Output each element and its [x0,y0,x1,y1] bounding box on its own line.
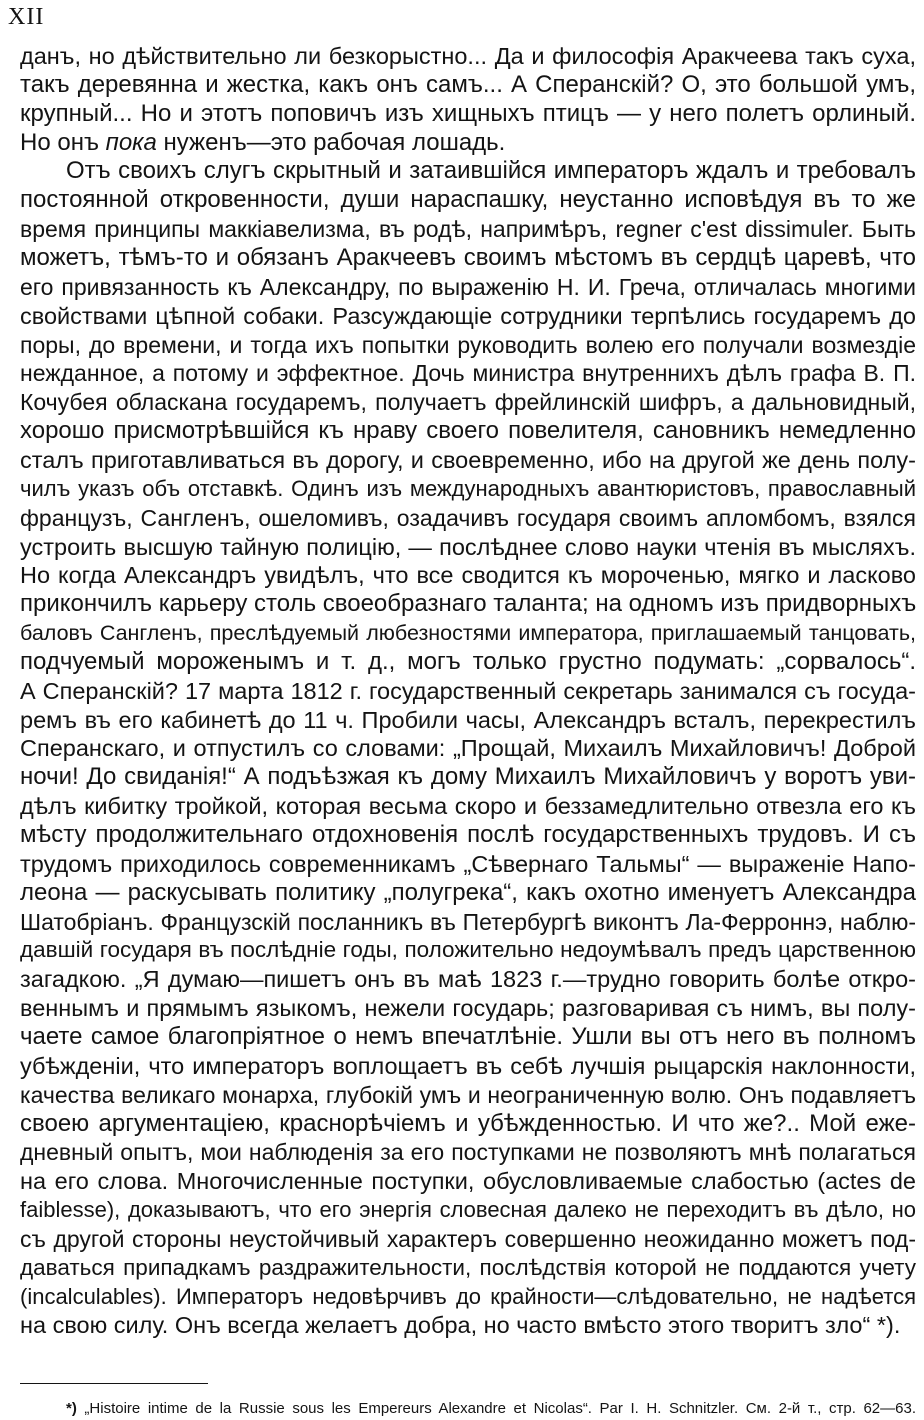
text-line [20,992,916,1024]
text-segment: Но онъ [20,128,106,156]
text-line [20,819,916,851]
text-line [20,1079,916,1111]
text-line [20,1194,916,1226]
text-segment: нуженъ—это рабочая лошадь. [156,128,506,156]
text-line [20,1136,916,1168]
text-segment: ремъ въ его кабинетѣ до 11 ч. Пробили часы, Александръ всталъ, перекрестилъ [20,706,916,733]
text-line [20,1252,916,1284]
text-segment: веннымъ и прямымъ языкомъ, нежели государь; разговаривая съ нимъ, вы полу- [20,995,916,1022]
text-segment: такъ деревянна и жестка, какъ онъ самъ... А Сперанскій? О, это большой умъ, [20,70,916,98]
text-line [20,588,916,620]
text-line [20,242,916,274]
text-line [20,473,916,505]
text-line [20,415,916,447]
text-line [20,1309,916,1341]
text-segment: устроить высшую тайную полицію, — послѣднее слово науки чтенія въ мысляхъ. [20,533,916,560]
text-line [20,848,916,880]
text-line [20,300,916,332]
text-line [20,675,916,707]
text-segment: дневный опытъ, мои наблюденія за его поступками не позволяютъ мнѣ полагаться [20,1139,916,1166]
text-segment: чилъ указъ объ отставкѣ. Одинъ изъ международныхъ авантюристовъ, православный [20,475,916,501]
text-line [20,877,916,909]
text-line [20,559,916,591]
emphasis-text: пока [105,128,157,156]
text-segment: нежданное, а потому и эффектное. Дочь министра внутреннихъ дѣлъ графа В. П. [20,360,916,387]
text-line [20,444,916,476]
text-segment: (incalculables). Императоръ недовѣрчивъ до крайности—слѣдовательно, не надѣется [20,1283,916,1309]
text-line [20,386,916,418]
text-segment: можетъ, тѣмъ-то и обязанъ Аракчеевъ своимъ мѣстомъ въ сердцѣ царевѣ, что [20,244,916,271]
text-segment: Кочубея обласкана государемъ, получаетъ фрейлинскій шифръ, а дальновидный, [20,389,916,416]
text-segment: баловъ Сангленъ, преслѣдуемый любезностями императора, приглашаемый танцовать, [20,621,916,645]
footnote-text: „Histoire intime de la Russie sous les Empereurs Alexandre et Nicolas“. Par I. H. Schnitzler. См. 2-й т., стр. 62—63. [76,1400,916,1417]
text-segment: ночи! До свиданія!“ А подъѣзжая къ дому Михаилъ Михайловичъ у воротъ уви- [20,763,916,791]
text-line [20,761,916,793]
text-segment: время принципы маккіавелизма, въ родѣ, напримѣръ, regner c'est dissimuler. Быть [20,216,916,243]
text-segment: Отъ своихъ слугъ скрытный и затаившійся императоръ ждалъ и требовалъ [66,157,916,185]
text-line [20,934,916,966]
text-line [20,732,916,764]
text-line [20,1165,916,1197]
text-line [20,98,916,130]
text-line [20,329,916,361]
text-line [20,127,916,159]
text-segment: Но когда Александръ увидѣлъ, что все сводится къ мороченью, мягко и ласково [20,562,916,589]
text-line [20,1281,916,1313]
text-segment: на его слова. Многочисленные поступки, обусловливаемые слабостью (actes de [20,1168,916,1195]
text-segment: французъ, Сангленъ, ошеломивъ, озадачивъ государя своимъ апломбомъ, взялся [20,504,916,531]
text-line [20,1050,916,1082]
text-line [20,790,916,822]
text-line [20,531,916,563]
footnote-mark: *) [66,1400,77,1417]
text-segment: своею аргументаціею, краснорѣчіемъ и убѣжденностью. И что же?.. Мой еже- [20,1109,916,1137]
text-segment: мѣсту продолжительнаго отдохновенія послѣ государственныхъ трудовъ. И съ [20,821,916,848]
text-segment: чаете самое благопріятное о немъ впечатлѣніе. Ушли вы отъ него въ полномъ [20,1022,916,1050]
text-segment: убѣжденіи, что императоръ воплощаетъ въ себѣ лучшія рыцарскія наклонности, [20,1052,916,1079]
text-line [20,906,916,938]
text-segment: дѣлъ кибитку тройкой, которая весьма скоро и беззамедлительно отвезла его къ [20,793,916,820]
text-line [20,271,916,303]
text-segment: подчуемый мороженымъ и т. д., могъ только грустно подумать: „сорвалось“. [20,647,916,675]
text-segment: Сперанскаго, и отпустилъ со словами: „Прощай, Михаилъ Михайловичъ! Доброй [20,735,916,762]
text-line [20,1223,916,1255]
text-segment: даваться припадкамъ раздражительности, послѣдствія которой не поддаются учету [20,1254,916,1280]
text-segment: его привязанность къ Александру, по выраженію Н. И. Греча, отличалась многими [20,273,916,300]
text-line [20,646,916,678]
text-segment: сталъ приготавливаться въ дорогу, и своевременно, ибо на другой же день полу- [20,446,916,473]
text-line [20,1108,916,1140]
text-segment: на свою силу. Онъ всегда желаетъ добра, но часто вмѣсто этого творитъ зло“ *). [20,1312,901,1339]
text-line [20,213,916,245]
footnote-separator [20,1383,208,1384]
text-segment: данъ, но дѣйствительно ли безкорыстно... Да и философія Аракчеева такъ суха, [20,43,916,69]
text-line [20,184,916,216]
text-line [20,704,916,736]
text-line [20,40,916,72]
text-segment: крупный... Но и этотъ поповичъ изъ хищныхъ птицъ — у него полетъ орлиный. [20,99,916,127]
text-segment: faiblesse), доказываютъ, что его энергія словесная далеко не переходитъ въ дѣло, но [20,1197,916,1222]
footnote [66,1399,916,1419]
text-segment: давшій государя въ послѣдніе годы, положительно недоумѣвалъ предъ царственною [20,937,916,963]
text-line [20,502,916,534]
text-segment: трудомъ приходилось современникамъ „Сѣвернаго Тальмы“ — выраженіе Напо- [20,850,916,877]
text-segment: постоянной откровенности, души нараспашку, неустанно исповѣдуя въ то же [20,186,916,214]
text-line [20,69,916,101]
text-line [20,963,916,995]
text-segment: леона — раскусывать политику „полугрека“, какъ охотно именуетъ Александра [20,878,916,906]
text-segment: качества великаго монарха, глубокій умъ и неограниченную волю. Онъ подавляетъ [20,1081,916,1108]
text-segment: поры, до времени, и тогда ихъ попытки руководить волею его получали возмездіе [20,331,916,358]
text-segment: свойствами цѣпной собаки. Разсуждающіе сотрудники терпѣлись государемъ до [20,302,916,329]
text-segment: хорошо присмотрѣвшійся къ нраву своего повелителя, сановникъ немедленно [20,417,916,445]
text-segment: загадкою. „Я думаю—пишетъ онъ въ маѣ 1823 г.—трудно говорить болѣе откро- [20,966,916,993]
text-segment: А Сперанскій? 17 марта 1812 г. государственный секретарь занимался съ госуда- [20,677,916,704]
text-segment: прикончилъ карьеру столь своеобразнаго таланта; на одномъ изъ придворныхъ [20,590,916,618]
text-line [20,617,916,649]
text-line [66,155,916,187]
text-segment: съ другой стороны неустойчивый характеръ совершенно неожиданно можетъ под- [20,1225,916,1252]
text-segment: Шатобріанъ. Французскій посланникъ въ Петербургѣ виконтъ Ла-Ферроннэ, наблю- [20,908,916,935]
text-line [20,357,916,389]
page-number: XII [8,4,45,30]
text-line [20,1021,916,1053]
